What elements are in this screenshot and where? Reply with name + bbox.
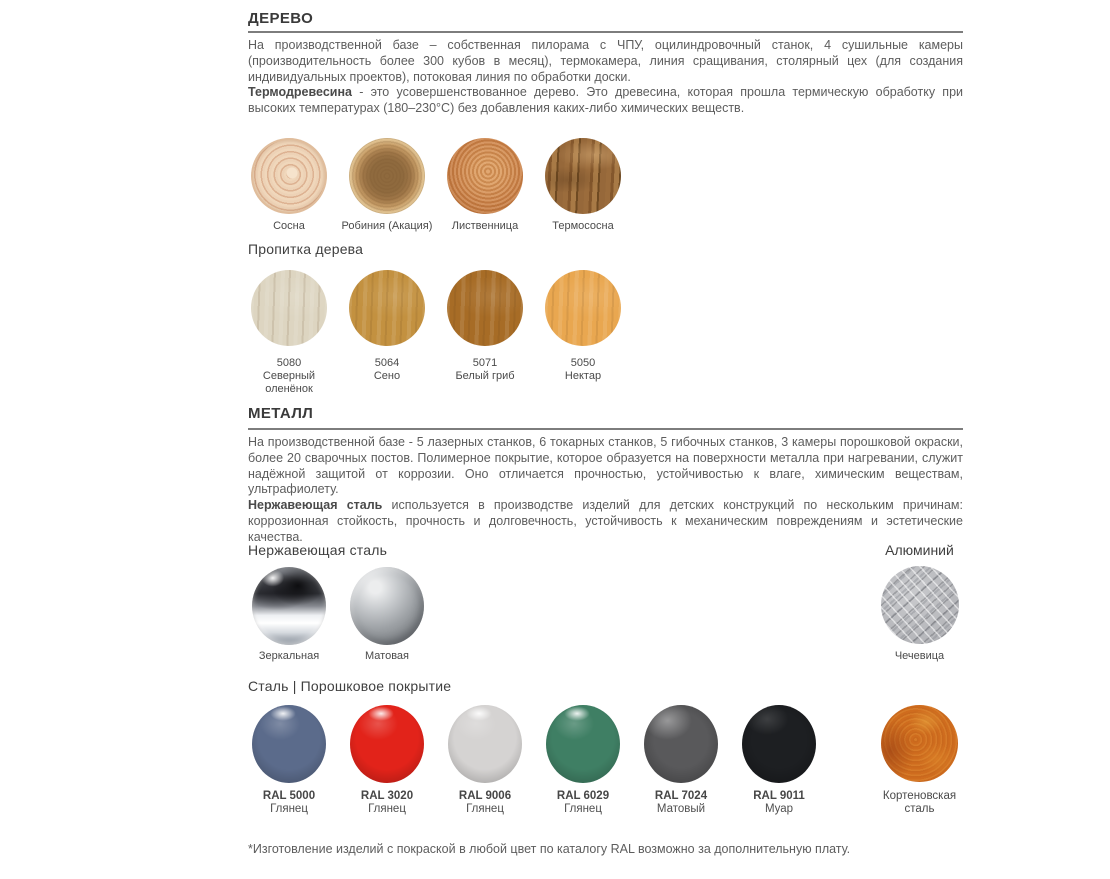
ral-6029-image bbox=[546, 705, 620, 783]
ral-finish: Глянец bbox=[466, 803, 504, 815]
thermopine-wood-image bbox=[545, 138, 621, 214]
ral-7024-image bbox=[644, 705, 718, 783]
ral-code: RAL 5000 bbox=[262, 790, 316, 802]
ral-finish: Глянец bbox=[368, 803, 406, 815]
stain-label bbox=[565, 357, 601, 383]
ral-finish: Матовый bbox=[656, 803, 706, 815]
ral-footnote: *Изготовление изделий с покраской в любой цвет по каталогу RAL возможно за дополнительную плату. bbox=[248, 842, 851, 856]
ral-5000-image bbox=[252, 705, 326, 783]
ral-code: RAL 3020 bbox=[360, 790, 414, 802]
ral-code: RAL 9006 bbox=[458, 790, 512, 802]
swatch-mirror-steel bbox=[240, 567, 338, 663]
ral-code: RAL 6029 bbox=[556, 790, 610, 802]
ral-finish: Глянец bbox=[564, 803, 602, 815]
wood-paragraph-2-lead: Термодревесина bbox=[248, 85, 352, 100]
swatch-matte-steel bbox=[338, 567, 436, 663]
powder-coating-title: Сталь | Порошковое покрытие bbox=[248, 678, 452, 694]
content-column bbox=[240, 0, 965, 879]
swatch-larch bbox=[436, 138, 534, 233]
swatch-label: Матовая bbox=[365, 650, 409, 662]
ral-3020-image bbox=[350, 705, 424, 783]
ral-code: RAL 9011 bbox=[753, 790, 805, 802]
metal-paragraph-2-lead: Нержавеющая сталь bbox=[248, 498, 383, 513]
stainless-title: Нержавеющая сталь bbox=[248, 542, 388, 558]
swatch-ral-5000 bbox=[240, 705, 338, 816]
ral-colors-row bbox=[240, 705, 828, 816]
stain-label bbox=[455, 357, 514, 383]
swatch-stain-5050 bbox=[534, 270, 632, 396]
stain-code: 5050 bbox=[570, 357, 596, 369]
stain-code: 5080 bbox=[276, 357, 302, 369]
matte-steel-image bbox=[350, 567, 424, 645]
swatch-stain-5064 bbox=[338, 270, 436, 396]
swatch-robinia bbox=[338, 138, 436, 233]
swatch-stain-5080 bbox=[240, 270, 338, 396]
swatch-ral-7024 bbox=[632, 705, 730, 816]
swatch-stain-5071 bbox=[436, 270, 534, 396]
pine-wood-image bbox=[251, 138, 327, 214]
swatch-ral-9011 bbox=[730, 705, 828, 816]
stain-label bbox=[374, 357, 400, 383]
swatch-label: Термососна bbox=[552, 220, 614, 232]
metal-paragraph-1: На производственной базе - 5 лазерных станков, 6 токарных станков, 5 гибочных станков, 3 камеры порошковой окраски, более 20 сварочных постов. Полимерное покрытие, которое образуется на поверхности металла при нагревании, служит надёжной защитой от коррозии. Оно отличается прочностью, устойчивостью к влаге, химическим веществам, ультрафиолету. bbox=[248, 435, 963, 497]
larch-wood-image bbox=[447, 138, 523, 214]
stain-code: 5071 bbox=[472, 357, 498, 369]
stain-name: Нектар bbox=[564, 370, 602, 382]
ral-9011-image bbox=[742, 705, 816, 783]
swatch-ral-9006 bbox=[436, 705, 534, 816]
swatch-label: Лиственница bbox=[451, 220, 519, 232]
ral-finish: Муар bbox=[764, 803, 794, 815]
swatch-thermopine bbox=[534, 138, 632, 233]
swatch-corten-steel bbox=[872, 705, 967, 816]
metal-description bbox=[248, 435, 963, 546]
swatch-label: Кортеновская сталь bbox=[882, 790, 957, 815]
swatch-label: Чечевица bbox=[894, 650, 945, 662]
stain-code: 5064 bbox=[374, 357, 400, 369]
swatch-label: Сосна bbox=[273, 220, 305, 232]
ral-finish: Глянец bbox=[270, 803, 308, 815]
wood-section-title: ДЕРЕВО bbox=[248, 10, 314, 27]
stain-label bbox=[240, 357, 338, 396]
stain-name: Белый гриб bbox=[455, 370, 515, 382]
corten-steel-image bbox=[881, 705, 958, 782]
aluminum-title: Алюминий bbox=[885, 542, 954, 558]
wood-species-row bbox=[240, 138, 632, 233]
wood-description bbox=[248, 38, 963, 117]
stains-title: Пропитка дерева bbox=[248, 241, 364, 257]
stain-name: Северный оленёнок bbox=[262, 370, 316, 395]
swatch-pine bbox=[240, 138, 338, 233]
mirror-steel-image bbox=[252, 567, 326, 645]
metal-section-divider bbox=[248, 428, 963, 430]
metal-paragraph-2-rest: используется в производстве изделий для детских конструкций по нескольким причинам: коррозионная стойкость, прочность и долговечность, устойчивость к механическим повреждениям и эстетические качества. bbox=[248, 498, 963, 544]
swatch-ral-3020 bbox=[338, 705, 436, 816]
swatch-label: Зеркальная bbox=[258, 650, 320, 662]
metal-section-title: МЕТАЛЛ bbox=[248, 405, 314, 422]
wood-section-divider bbox=[248, 31, 963, 33]
ral-9006-image bbox=[448, 705, 522, 783]
stain-5064-image bbox=[349, 270, 425, 346]
swatch-ral-6029 bbox=[534, 705, 632, 816]
wood-paragraph-2-rest: - это усовершенствованное дерево. Это древесина, которая прошла термическую обработку при высоких температурах (180–230°С) без добавления каких-либо химических веществ. bbox=[248, 85, 963, 116]
robinia-wood-image bbox=[349, 138, 425, 214]
swatch-label: Робиния (Акация) bbox=[341, 220, 433, 232]
stain-5050-image bbox=[545, 270, 621, 346]
stain-5071-image bbox=[447, 270, 523, 346]
swatch-aluminum-lentil bbox=[872, 566, 967, 663]
wood-paragraph-1: На производственной базе – собственная пилорама с ЧПУ, оцилиндровочный станок, 4 сушильные камеры (производительность более 300 кубов в месяц), термокамера, линия сращивания, столярный цех (для создания индивидуальных проектов), потоковая линия по обработки доски. bbox=[248, 38, 963, 84]
stainless-row bbox=[240, 567, 436, 663]
aluminum-diamond-plate-image bbox=[881, 566, 959, 644]
ral-code: RAL 7024 bbox=[654, 790, 708, 802]
stain-name: Сено bbox=[373, 370, 401, 382]
stain-5080-image bbox=[251, 270, 327, 346]
wood-stains-row bbox=[240, 270, 632, 396]
